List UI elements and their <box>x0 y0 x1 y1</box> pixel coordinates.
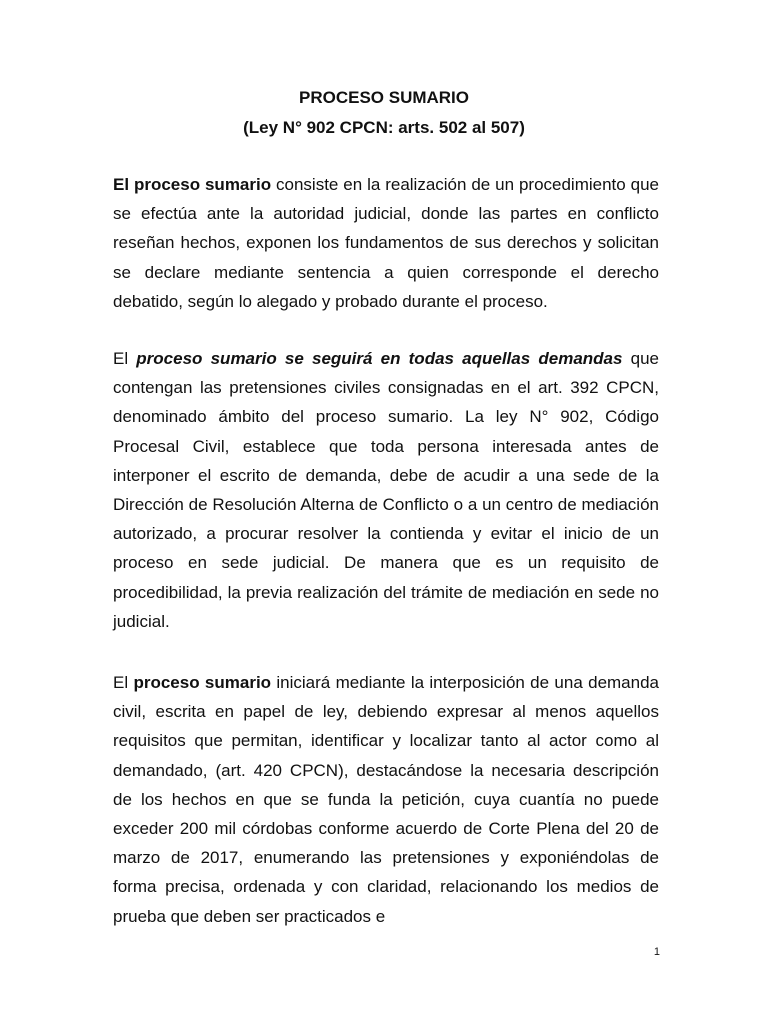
body-text: consiste en la realización de un procedimiento que se efectúa ante la autoridad judicial, donde las partes en conflicto reseñan hechos, exponen los fundamentos de sus derechos y solicitan se declare mediante sentencia a quien corresponde el derecho debatido, según lo alegado y probado durante el proceso. <box>113 175 659 311</box>
bold-text: proceso sumario <box>133 673 272 692</box>
body-text: El <box>113 673 134 692</box>
paragraph-1 <box>113 170 659 316</box>
document-subtitle: (Ley N° 902 CPCN: arts. 502 al 507) <box>243 118 525 137</box>
body-text: que contengan las pretensiones civiles consignadas en el art. 392 CPCN, denominado ámbito del proceso sumario. La ley N° 902, Código Procesal Civil, establece que toda persona interesada antes de interponer el escrito de demanda, debe de acudir a una sede de la Dirección de Resolución Alterna de Conflicto o a un centro de mediación autorizado, a procurar resolver la contienda y evitar el inicio de un proceso en sede judicial. De manera que es un requisito de procedibilidad, la previa realización del trámite de mediación en sede no judicial. <box>113 349 659 631</box>
document-title: PROCESO SUMARIO <box>298 88 470 107</box>
body-text: iniciará mediante la interposición de una demanda civil, escrita en papel de ley, debiendo expresar al menos aquellos requisitos que permitan, identificar y localizar tanto al actor como al demandado, (art. 420 CPCN), destacándose la necesaria descripción de los hechos en que se funda la petición, cuya cuantía no puede exceder 200 mil córdobas conforme acuerdo de Corte Plena del 20 de marzo de 2017, enumerando las pretensiones y exponiéndolas de forma precisa, ordenada y con claridad, relacionando los medios de prueba que deben ser practicados e <box>113 673 660 926</box>
body-text: El <box>113 349 137 368</box>
bold-text: El proceso sumario <box>113 175 272 194</box>
page-number: 1 <box>653 946 660 958</box>
paragraph-3 <box>113 668 659 931</box>
paragraph-2 <box>113 344 659 636</box>
bold-italic-text: proceso sumario se seguirá en todas aquellas demandas <box>136 349 623 368</box>
